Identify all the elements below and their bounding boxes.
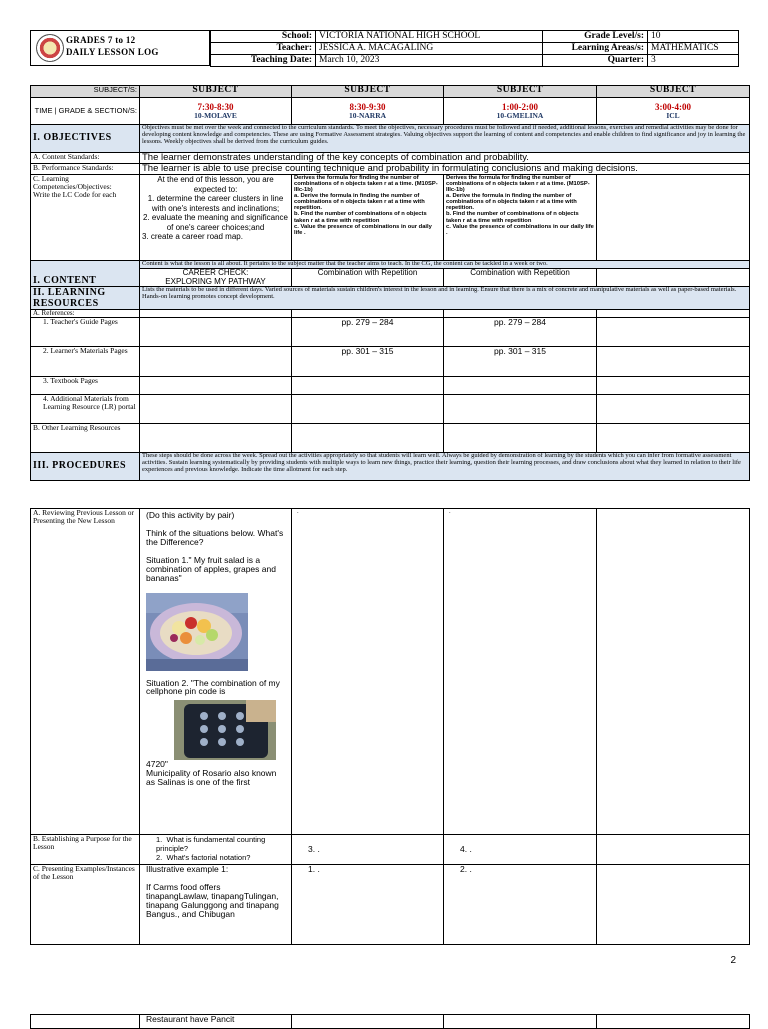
empty-cell xyxy=(444,395,597,424)
presenting-label: C. Presenting Examples/Instances of the Lesson xyxy=(31,865,140,945)
empty-cell xyxy=(597,1015,750,1029)
empty-cell xyxy=(140,395,292,424)
content-col1-line2: EXPLORING MY PATHWAY xyxy=(165,276,266,286)
references-label: A. References: xyxy=(31,310,140,318)
lesson-log-table xyxy=(30,85,750,481)
content-std-label: A. Content Standards: xyxy=(31,153,140,164)
area-label: Learning Areas/s: xyxy=(543,43,648,55)
competencies-col-4 xyxy=(597,175,750,261)
other-resources-label: B. Other Learning Resources xyxy=(31,424,140,453)
empty-cell xyxy=(292,424,444,453)
comp2-line: b. Find the number of combinations of n objects taken r at a time with repetition xyxy=(294,211,427,224)
lm-col-3: pp. 301 – 315 xyxy=(444,347,597,377)
quarter-label: Quarter: xyxy=(543,55,648,67)
area-value: MATHEMATICS xyxy=(648,43,739,55)
time-label: TIME | GRADE & SECTION/S: xyxy=(31,98,140,125)
empty-cell xyxy=(597,395,750,424)
empty-cell xyxy=(444,1015,597,1029)
tg-col-1 xyxy=(140,318,292,347)
empty-cell xyxy=(444,377,597,395)
empty-cell xyxy=(140,310,292,318)
content-col-1 xyxy=(140,269,292,287)
content-col1-line1: CAREER CHECK: xyxy=(182,268,249,277)
presenting-col-2: 1. . xyxy=(292,865,444,945)
subject-col-2: SUBJECT xyxy=(292,86,444,98)
empty-cell xyxy=(140,424,292,453)
comp1-line: 3. create a career road map. xyxy=(142,232,243,241)
cellphone-pin-photo xyxy=(174,700,276,760)
empty-cell xyxy=(597,424,750,453)
situation1-text: Situation 1." My fruit salad is a combination of apples, grapes and bananas" xyxy=(146,554,276,583)
section-col-3: 10-GMELINA xyxy=(496,111,544,120)
doc-title-line1: GRADES 7 to 12 xyxy=(66,35,136,45)
perf-std-label: B. Performance Standards: xyxy=(31,164,140,175)
empty-cell xyxy=(444,424,597,453)
resources-title: II. LEARNING RESOURCES xyxy=(31,287,140,310)
quarter-value: 3 xyxy=(648,55,739,67)
empty-cell xyxy=(140,377,292,395)
teacher-label: Teacher: xyxy=(211,43,316,55)
tg-col-3: pp. 279 – 284 xyxy=(444,318,597,347)
section-col-2: 10-NARRA xyxy=(348,111,387,120)
review-col-3: . xyxy=(444,509,597,835)
tg-col-2: pp. 279 – 284 xyxy=(292,318,444,347)
comp3-line: c. Value the presence of combinations in our daily life . xyxy=(446,223,594,236)
purpose-col-2: 3. . xyxy=(292,835,444,865)
continued-text: Restaurant have Pancit xyxy=(140,1015,292,1029)
procedures-title: III. PROCEDURES xyxy=(31,453,140,481)
subject-col-3: SUBJECT xyxy=(444,86,597,98)
presenting-col-1 xyxy=(140,865,292,945)
review-col-4 xyxy=(597,509,750,835)
textbook-label: 3. Textbook Pages xyxy=(31,377,140,395)
comp2-line: Derives the formula for finding the number of combinations of n objects taken r at a time. (M10SP-IIIc-1b) xyxy=(294,175,438,194)
situation2-text: Situation 2. "The combination of my cellphone pin code is xyxy=(146,677,280,697)
purpose-col-3: 4. . xyxy=(444,835,597,865)
resources-note: Lists the materials to be used in different days. Varied sources of materials sustain children's interest in the lesson and in learning. Ensure that there is a mix of concrete and manipulative materials as well as paper-based materials. Hands-on learning promotes concept development. xyxy=(140,287,750,310)
empty-cell xyxy=(31,1015,140,1029)
objectives-title: I. OBJECTIVES xyxy=(31,125,140,153)
purpose-q1: 1. What is fundamental counting principle? xyxy=(156,835,266,853)
municipality-text: Municipality of Rosario also known as Salinas is one of the first xyxy=(146,768,277,788)
section-col-4: ICL xyxy=(666,111,680,120)
comp2-line: c. Value the presence of combinations in our daily life . xyxy=(294,223,432,236)
empty-cell xyxy=(292,1015,444,1029)
date-value: March 10, 2023 xyxy=(316,55,543,67)
time-col-4: 3:00-4:00 xyxy=(655,102,691,112)
tg-col-4 xyxy=(597,318,750,347)
teacher-value: JESSICA A. MACAGALING xyxy=(316,43,543,55)
grade-value: 10 xyxy=(648,31,739,43)
comp1-line: At the end of this lesson, you are expected to: xyxy=(157,175,274,194)
presenting-col-3: 2. . xyxy=(444,865,597,945)
competencies-col-2 xyxy=(292,175,444,261)
lm-col-4 xyxy=(597,347,750,377)
time-col-2: 8:30-9:30 xyxy=(349,102,386,112)
comp2-line: a. Derive the formula in finding the number of combinations of n objects taken r at a time with repetition. xyxy=(294,193,425,212)
purpose-col-1 xyxy=(140,835,292,865)
comp3-line: Derives the formula for finding the number of combinations of n objects taken r at a time. (M10SP-IIIc-1b) xyxy=(446,175,590,194)
page-number: 2 xyxy=(730,955,736,966)
school-label: School: xyxy=(211,31,316,43)
time-col-1: 7:30-8:30 xyxy=(197,102,234,112)
perf-std-value: The learner is able to use precise counting technique and probability in formulating conclusions and making decisions. xyxy=(140,164,750,175)
review-col-2: . xyxy=(292,509,444,835)
competencies-cell xyxy=(31,175,140,261)
competencies-label: C. Learning Competencies/Objectives: xyxy=(33,174,112,191)
procedures-note: These steps should be done across the week. Spread out the activities appropriately so that students will learn well. Always be guided by demonstration of learning by the students which you can infer from formative assessment activities. Sustain learning systematically by providing students with multiple ways to learn new things, practice their learning, question their learning processes, and draw conclusions about what they learned in relation to their life experiences and previous knowledge. Indicate the time allotment for each step. xyxy=(140,453,750,481)
next-page-table xyxy=(30,1014,750,1029)
tg-label: 1. Teacher's Guide Pages xyxy=(31,318,140,347)
content-col-3: Combination with Repetition xyxy=(444,269,597,287)
subjects-label: SUBJECT/S: xyxy=(31,86,140,98)
lc-code-label: Write the LC Code for each xyxy=(33,189,117,199)
content-col-2: Combination with Repetition xyxy=(292,269,444,287)
example-title: Illustrative example 1: xyxy=(146,864,229,874)
comp1-line: 1. determine the career clusters in line with one's interests and inclinations; xyxy=(147,194,284,213)
empty-cell xyxy=(597,377,750,395)
think-text: Think of the situations below. What's the Difference? xyxy=(146,527,284,547)
purpose-col-4 xyxy=(597,835,750,865)
content-title: I. CONTENT xyxy=(31,261,140,287)
additional-materials-label: 4. Additional Materials from Learning Resource (LR) portal xyxy=(31,395,140,424)
content-note: Content is what the lesson is all about. It pertains to the subject matter that the teacher aims to teach. In the CG, the content can be tackled in a week or two. xyxy=(140,261,750,269)
section-col-1: 10-MOLAVE xyxy=(194,111,237,120)
comp3-line: a. Derive the formula in finding the number of combinations of n objects taken r at a time with repetition. xyxy=(446,193,577,212)
fruit-salad-photo xyxy=(146,593,248,671)
header-title-box xyxy=(30,30,210,66)
review-label: A. Reviewing Previous Lesson or Presenting the New Lesson xyxy=(31,509,140,835)
pin-code-text: 4720" xyxy=(146,759,168,770)
header-info-table xyxy=(210,30,739,67)
comp1-line: 2. evaluate the meaning and significance of one's career choices;and xyxy=(143,213,288,232)
procedures-table xyxy=(30,508,750,945)
subject-col-4: SUBJECT xyxy=(597,86,750,98)
empty-cell xyxy=(597,310,750,318)
grade-label: Grade Level/s: xyxy=(543,31,648,43)
review-col-1 xyxy=(140,509,292,835)
empty-cell xyxy=(292,395,444,424)
lm-col-1 xyxy=(140,347,292,377)
comp3-line: b. Find the number of combinations of n objects taken r at a time with repetition xyxy=(446,211,579,224)
lm-col-2: pp. 301 – 315 xyxy=(292,347,444,377)
purpose-q2: 2. What's factorial notation? xyxy=(156,853,251,862)
presenting-col-4 xyxy=(597,865,750,945)
doc-title-line2: DAILY LESSON LOG xyxy=(66,47,159,57)
competencies-col-1 xyxy=(140,175,292,261)
lm-label: 2. Learner's Materials Pages xyxy=(31,347,140,377)
empty-cell xyxy=(292,377,444,395)
example-text: If Carms food offers tinapangLawlaw, tinapangTulingan, tinapang Galunggong and tinapang Bangus., and Chibugan xyxy=(146,881,279,919)
time-col-3: 1:00-2:00 xyxy=(502,102,538,112)
date-label: Teaching Date: xyxy=(211,55,316,67)
content-col-4 xyxy=(597,269,750,287)
competencies-col-3 xyxy=(444,175,597,261)
subject-col-1: SUBJECT xyxy=(140,86,292,98)
pair-activity-text: (Do this activity by pair) xyxy=(146,510,235,520)
school-value: VICTORIA NATIONAL HIGH SCHOOL xyxy=(316,31,543,43)
content-std-value: The learner demonstrates understanding of the key concepts of combination and probability. xyxy=(140,153,750,164)
purpose-label: B. Establishing a Purpose for the Lesson xyxy=(31,835,140,865)
deped-seal-icon xyxy=(36,34,64,62)
objectives-note: Objectives must be met over the week and connected to the curriculum standards. To meet the objectives, necessary procedures must be followed and if needed, additional lessons, exercises and remedial activities may be done for developing content knowledge and competencies. These are using Formative Assessment strategies. Valuing objectives support the learning of content and competencies and enable children to find significance and joy in learning the lessons. Weekly objectives shall be derived from the curriculum guides. xyxy=(140,125,750,153)
